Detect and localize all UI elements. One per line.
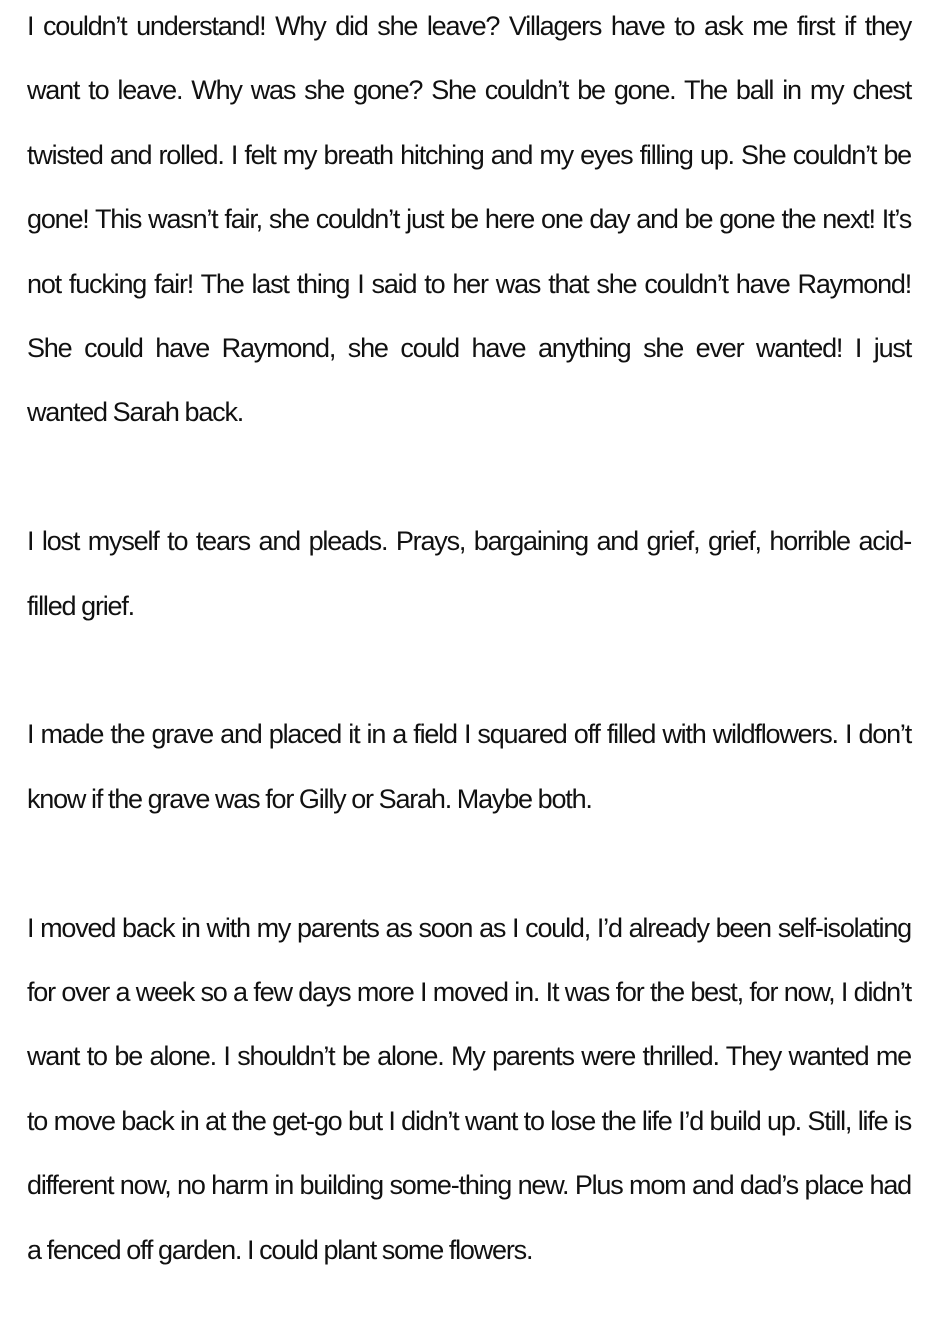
paragraph-3: I made the grave and placed it in a field I squared off filled with wildflowers. I don’t know if the grave was for Gilly or Sarah. Maybe both.	[27, 719, 911, 814]
paragraph-2: I lost myself to tears and pleads. Prays, bargaining and grief, grief, horrible acid-filled grief.	[27, 526, 911, 621]
paragraph-gap	[27, 445, 911, 509]
paragraph-1: I couldn’t understand! Why did she leave? Villagers have to ask me first if they want to leave. Why was she gone? She couldn’t be gone. The ball in my chest twisted and rolled. I felt my breath hitching and my eyes filling up. She couldn’t be gone! This wasn’t fair, she couldn’t just be here one day and be gone the next! It’s not fucking fair! The last thing I said to her was that she couldn’t have Raymond! She could have Raymond, she could have anything she ever wanted! I just wanted Sarah back.	[27, 11, 911, 428]
paragraph-4: I moved back in with my parents as soon as I could, I’d already been self-isolating for over a week so a few days more I moved in. It was for the best, for now, I didn’t want to be alone. I shouldn’t be alone. My parents were thrilled. They wanted me to move back in at the get-go but I didn’t want to lose the life I’d build up. Still, life is different now, no harm in building some-thing new. Plus mom and dad’s place had a fenced off garden. I could plant some flowers.	[27, 912, 911, 1265]
document-page	[27, 0, 911, 1282]
paragraph-gap	[27, 831, 911, 895]
paragraph-gap	[27, 638, 911, 702]
